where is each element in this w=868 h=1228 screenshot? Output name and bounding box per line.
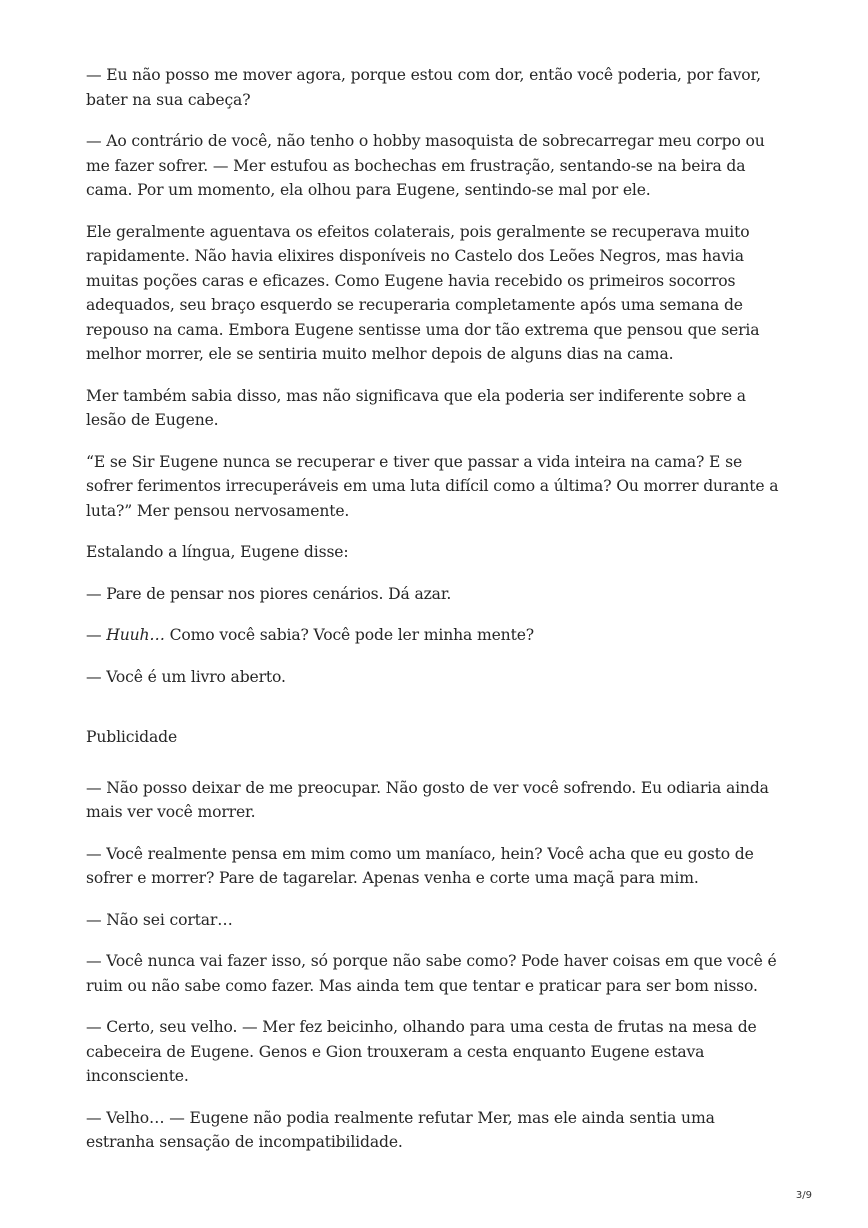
paragraph: — Ao contrário de você, não tenho o hobby masoquista de sobrecarregar meu corpo ou me fazer sofrer. — Mer estufou as bochechas em frustração, sentando-se na beira da cama. Por um momento, ela olhou para Eugene, sentindo-se mal por ele. — [86, 132, 765, 199]
paragraph: — Você nunca vai fazer isso, só porque não sabe como? Pode haver coisas em que você é ruim ou não sabe como fazer. Mas ainda tem que tentar e praticar para ser bom nisso. — [86, 952, 777, 995]
paragraph: — Você é um livro aberto. — [86, 667, 286, 686]
paragraph: — Você realmente pensa em mim como um maníaco, hein? Você acha que eu gosto de sofrer e morrer? Pare de tagarelar. Apenas venha e corte uma maçã para mim. — [86, 844, 754, 887]
dialogue-rest: Como você sabia? Você pode ler minha mente? — [164, 626, 534, 644]
paragraph: Mer também sabia disso, mas não significava que ela poderia ser indiferente sobre a lesão de Eugene. — [86, 386, 746, 429]
paragraph: — Não sei cortar… — [86, 910, 233, 929]
paragraph: “E se Sir Eugene nunca se recuperar e tiver que passar a vida inteira na cama? E se sofrer ferimentos irrecuperáveis em uma luta difícil como a última? Ou morrer durante a luta?” Mer pensou nervosamente. — [86, 452, 779, 520]
paragraph: Estalando a língua, Eugene disse: — [86, 543, 349, 561]
document-body — [86, 63, 786, 1172]
paragraph: — Velho… — Eugene não podia realmente refutar Mer, mas ele ainda sentia uma estranha sensação de incompatibilidade. — [86, 1108, 715, 1151]
paragraph: Ele geralmente aguentava os efeitos colaterais, pois geralmente se recuperava muito rapidamente. Não havia elixires disponíveis no Castelo dos Leões Negros, mas havia muitas poções caras e eficazes. Como Eugene havia recebido os primeiros socorros adequados, seu braço esquerdo se recuperaria completamente após uma semana de repouso na cama. Embora Eugene sentisse uma dor tão extrema que pensou que seria melhor morrer, ele se sentiria muito melhor depois de alguns dias na cama. — [86, 222, 760, 363]
italic-interjection: Huuh… — [106, 626, 165, 644]
paragraph: — Eu não posso me mover agora, porque estou com dor, então você poderia, por favor, bater na sua cabeça? — [86, 66, 761, 109]
ad-label: Publicidade — [86, 728, 178, 746]
paragraph: — Pare de pensar nos piores cenários. Dá azar. — [86, 584, 452, 603]
paragraph: — Não posso deixar de me preocupar. Não gosto de ver você sofrendo. Eu odiaria ainda mais ver você morrer. — [86, 778, 769, 821]
paragraph-huuh — [86, 623, 786, 648]
dialogue-dash: — — [86, 626, 107, 644]
page-number: 3/9 — [795, 1190, 812, 1201]
paragraph: — Certo, seu velho. — Mer fez beicinho, olhando para uma cesta de frutas na mesa de cabeceira de Eugene. Genos e Gion trouxeram a cesta enquanto Eugene estava inconsciente. — [86, 1018, 757, 1085]
